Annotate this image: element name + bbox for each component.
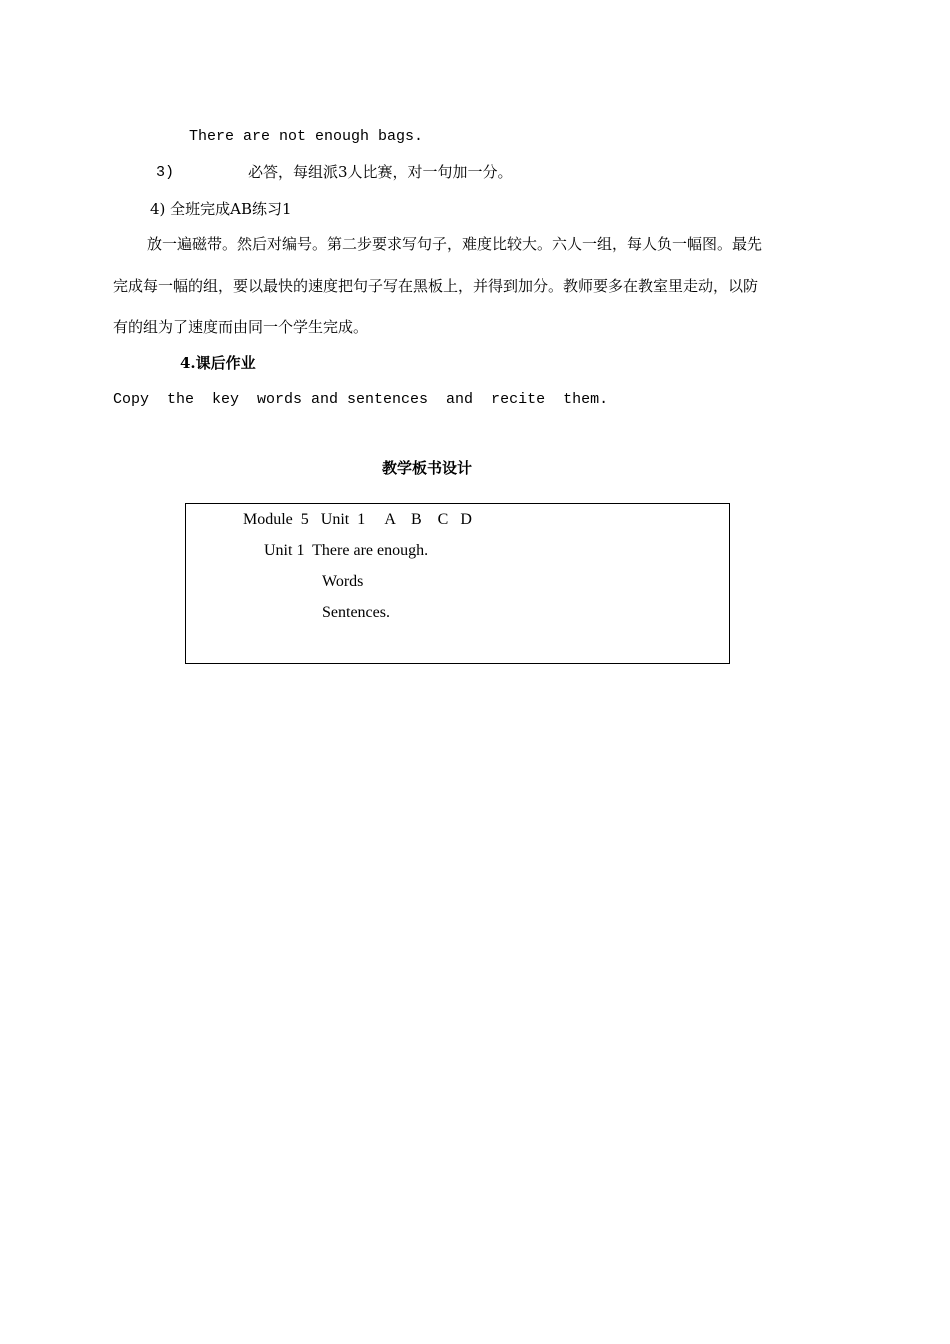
homework-text: Copy the key words and sentences and recite them.: [113, 391, 609, 408]
paragraph-line-3: 有的组为了速度而由同一个学生完成。: [113, 318, 369, 336]
board-line-module: Module 5 Unit 1 A B C D: [243, 511, 472, 528]
paragraph-line-2: 完成每一幅的组，要以最快的速度把句子写在黑板上，并得到加分。教师要多在教室里走动，以防: [113, 277, 759, 295]
board-design-box: [185, 503, 730, 664]
board-line-unit: Unit 1 There are enough.: [264, 542, 429, 559]
item-4-text: 4) 全班完成AB练习1: [150, 200, 292, 218]
board-line-words: Words: [322, 573, 364, 590]
example-sentence: There are not enough bags.: [189, 128, 424, 145]
homework-heading: 4.课后作业: [180, 354, 256, 372]
board-line-sentences: Sentences.: [322, 604, 390, 621]
item-number-3: 3): [156, 164, 175, 181]
paragraph-line-1: 放一遍磁带。然后对编号。第二步要求写句子，难度比较大。六人一组，每人负一幅图。最先: [147, 235, 763, 253]
item-3-text: 必答，每组派3人比赛，对一句加一分。: [248, 163, 513, 181]
board-design-title: 教学板书设计: [382, 459, 473, 477]
